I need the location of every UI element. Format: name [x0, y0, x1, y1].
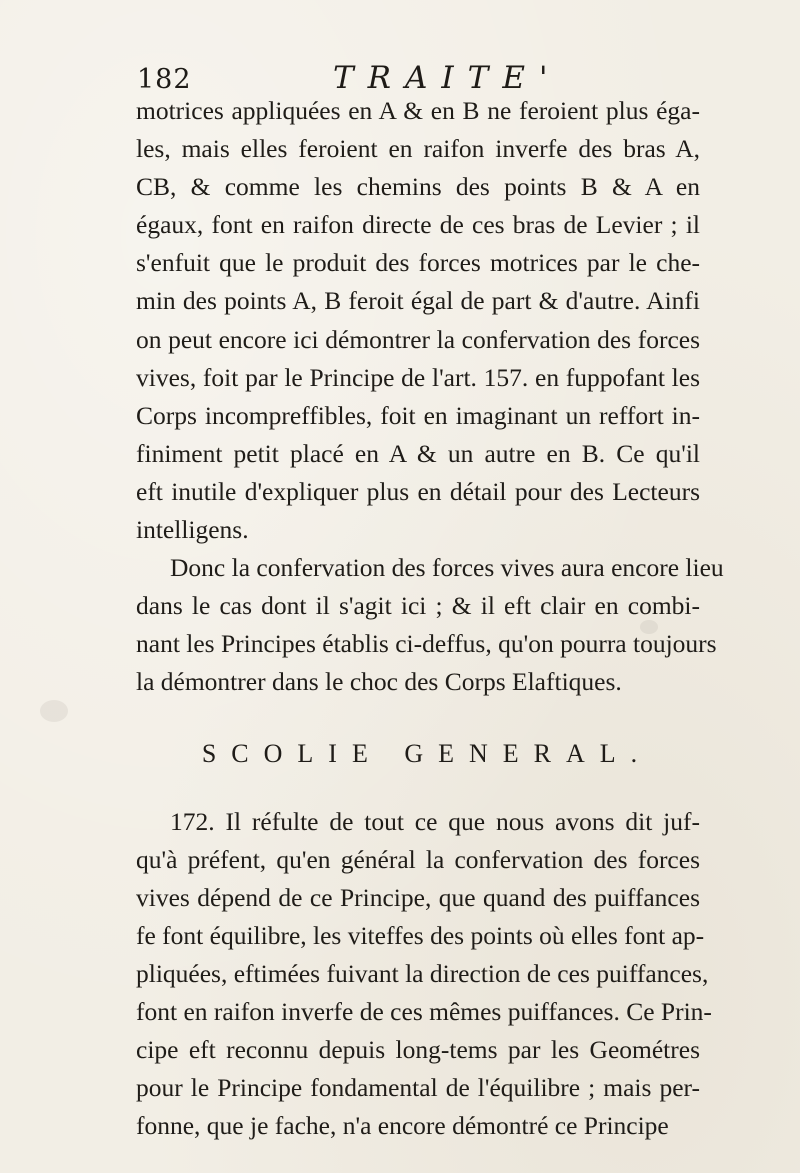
text-line: dans le cas dont il s'agit ici ; & il eft clair en combi-	[136, 591, 700, 621]
text-line: s'enfuit que le produit des forces motrices par le che-	[136, 248, 700, 278]
text-line: intelligens.	[136, 515, 249, 545]
text-line: égaux, font en raifon directe de ces bras de Levier ; il	[136, 210, 700, 240]
text-line: motrices appliquées en A & en B ne feroient plus éga-	[136, 96, 700, 125]
text-line: on peut encore ici démontrer la confervation des forces	[136, 324, 700, 354]
text-line: fe font équilibre, les viteffes des points où elles font ap-	[136, 920, 705, 950]
text-line: la démontrer dans le choc des Corps Elaftiques.	[136, 667, 622, 697]
text-line: fonne, que je fache, n'a encore démontré ce Principe	[136, 1111, 669, 1141]
text-line: pliquées, eftimées fuivant la direction de ces puiffances,	[136, 958, 709, 988]
text-line: vives dépend de ce Principe, que quand des puiffances	[136, 882, 700, 912]
paragraph-2	[136, 549, 724, 701]
text-line: qu'à préfent, qu'en général la confervation des forces	[136, 844, 700, 874]
text-line: font en raifon inverfe de ces mêmes puiffances. Ce Prin-	[136, 997, 712, 1027]
paragraph-1	[136, 92, 700, 549]
running-title: TRAITE'	[333, 60, 562, 96]
text-line: finiment petit placé en A & un autre en B. Ce qu'il	[136, 438, 700, 468]
section-heading: SCOLIE GENERAL.	[201, 738, 653, 768]
text-line: Corps incompreffibles, foit en imaginant un reffort in-	[136, 400, 700, 430]
paragraph-3	[136, 803, 712, 1146]
paper-smudge	[40, 700, 68, 722]
body-text	[136, 92, 724, 1145]
text-line: Donc la confervation des forces vives aura encore lieu	[170, 553, 724, 583]
page-number: 182	[137, 64, 192, 95]
text-line: vives, foit par le Principe de l'art. 157. en fuppofant les	[136, 362, 700, 392]
text-line: pour le Principe fondamental de l'équilibre ; mais per-	[136, 1073, 700, 1103]
text-line: nant les Principes établis ci-deffus, qu'on pourra toujours	[136, 629, 717, 659]
text-line: min des points A, B feroit égal de part & d'autre. Ainfi	[136, 286, 700, 316]
text-line: CB, & comme les chemins des points B & A en	[136, 172, 700, 202]
text-line: les, mais elles feroient en raifon inverfe des bras A,	[136, 134, 700, 164]
text-line: eft inutile d'expliquer plus en détail pour des Lecteurs	[136, 476, 700, 506]
text-line: 172. Il réfulte de tout ce que nous avons dit juf-	[170, 806, 700, 836]
text-line: cipe eft reconnu depuis long-tems par les Geométres	[136, 1035, 700, 1065]
